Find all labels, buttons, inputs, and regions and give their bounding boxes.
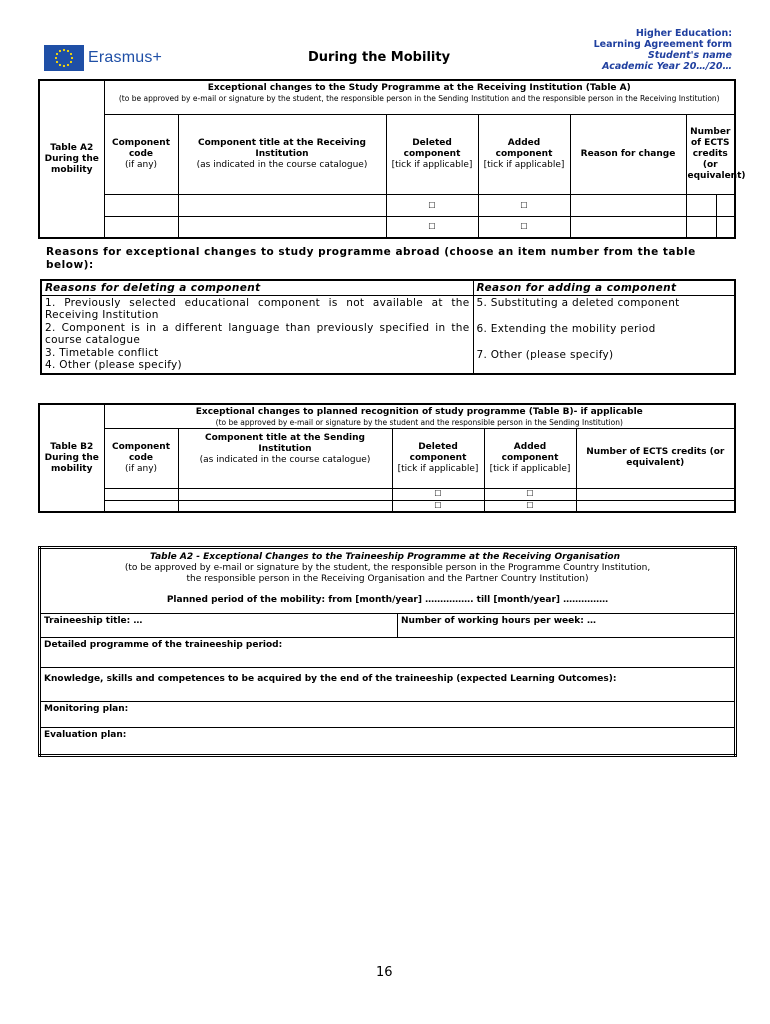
deleted-checkbox[interactable]: ☐ [386, 194, 478, 216]
table-a-col-deleted-sub: [tick if applicable] [391, 159, 473, 170]
delete-reason-4: 4. Other (please specify) [45, 359, 182, 371]
eu-flag-icon [44, 45, 84, 71]
delete-reason-2: 2. Component is in a different language than previously specified in the course catalogue [45, 321, 470, 346]
table-b-cell-title[interactable] [178, 500, 392, 512]
page-title: During the Mobility [308, 50, 451, 65]
table-b-cell-title[interactable] [178, 488, 392, 500]
evaluation-plan-field[interactable]: Evaluation plan: [40, 728, 736, 756]
table-a-col-added-sub: [tick if applicable] [483, 159, 565, 170]
table-a-cell-title[interactable] [178, 194, 386, 216]
table-a-cell-extra [716, 216, 735, 238]
header-line-4: Academic Year 20…/20… [602, 61, 732, 72]
deleted-checkbox[interactable]: ☐ [392, 500, 484, 512]
table-b [38, 403, 736, 513]
traineeship-subtitle-1: (to be approved by e-mail or signature by the student, the responsible person in the Programme Country Institution, [124, 563, 651, 573]
working-hours-field[interactable]: Number of working hours per week: … [398, 614, 736, 638]
erasmus-logo [44, 44, 176, 72]
logo-text: Erasmus+ [88, 49, 163, 66]
table-b-col-deleted-sub: [tick if applicable] [397, 463, 479, 474]
table-b-col-code-sub: (if any) [124, 463, 158, 474]
header-line-1: Higher Education: [635, 28, 732, 39]
traineeship-title: Table A2 - Exceptional Changes to the Traineeship Programme at the Receiving Organisation [150, 552, 621, 562]
table-b-col-code-title: Component code [111, 441, 170, 463]
table-a-cell-ects[interactable] [686, 194, 716, 216]
table-row [39, 216, 735, 238]
table-row [39, 194, 735, 216]
detailed-programme-field[interactable]: Detailed programme of the traineeship period: [40, 638, 736, 668]
delete-reasons-header: Reasons for deleting a component [41, 280, 473, 295]
table-b-heading [104, 404, 735, 428]
table-b-cell-ects[interactable] [576, 488, 735, 500]
monitoring-plan-field[interactable]: Monitoring plan: [40, 702, 736, 728]
table-b-cell-code[interactable] [104, 500, 178, 512]
header-line-2: Learning Agreement form [593, 39, 732, 50]
table-a-cell-extra [716, 194, 735, 216]
add-reason-7: 7. Other (please specify) [476, 348, 614, 361]
add-reasons-header: Reason for adding a component [473, 280, 735, 295]
header-line-3: Student's name [647, 50, 732, 61]
header-info [594, 28, 732, 72]
table-b-col-title-title: Component title at the Sending Institution [205, 432, 365, 454]
table-a [38, 79, 746, 239]
table-a-cell-code[interactable] [104, 216, 178, 238]
page-number: 16 [376, 965, 393, 980]
table-a-col-added [478, 114, 570, 194]
table-b-cell-ects[interactable] [576, 500, 735, 512]
table-b-col-added-sub: [tick if applicable] [489, 463, 571, 474]
table-a-col-title-sub: (as indicated in the course catalogue) [196, 159, 368, 170]
deleted-checkbox[interactable]: ☐ [386, 216, 478, 238]
delete-reasons-list [41, 295, 473, 374]
table-a-cell-ects[interactable] [686, 216, 716, 238]
add-reason-5: 5. Substituting a deleted component [476, 296, 680, 309]
table-a-cell-reason[interactable] [570, 194, 686, 216]
table-b-col-deleted-title: Deleted component [409, 441, 467, 463]
table-a-cell-title[interactable] [178, 216, 386, 238]
table-a-heading [104, 80, 735, 114]
table-a-col-code-sub: (if any) [124, 159, 158, 170]
table-b-col-code [104, 428, 178, 488]
table-a-col-code-title: Component code [111, 137, 170, 159]
table-a-col-code [104, 114, 178, 194]
table-b-col-added [484, 428, 576, 488]
table-a-col-title [178, 114, 386, 194]
table-b-subtitle: (to be approved by e-mail or signature by the student and the responsible person in the Sending Institution) [215, 418, 623, 427]
added-checkbox[interactable]: ☐ [484, 500, 576, 512]
deleted-checkbox[interactable]: ☐ [392, 488, 484, 500]
added-checkbox[interactable]: ☐ [478, 216, 570, 238]
table-a-col-added-title: Added component [495, 137, 553, 159]
planned-period: Planned period of the mobility: from [month/year] ……………. till [month/year] …………… [166, 595, 609, 605]
add-reasons-list [473, 295, 735, 374]
table-b-side-label: Table B2 During the mobility [39, 404, 104, 512]
traineeship-heading [40, 548, 736, 614]
table-a-subtitle: (to be approved by e-mail or signature by the student, the responsible person in the Sending Institution and the responsible person in the Receiving Institution) [118, 94, 720, 103]
table-b-col-added-title: Added component [501, 441, 559, 463]
added-checkbox[interactable]: ☐ [478, 194, 570, 216]
table-b-col-ects: Number of ECTS credits (or equivalent) [576, 428, 735, 488]
table-b-col-deleted [392, 428, 484, 488]
table-a-cell-reason[interactable] [570, 216, 686, 238]
table-a-side-label: Table A2 During the mobility [39, 80, 104, 238]
table-a-col-reason: Reason for change [570, 114, 686, 194]
table-b-cell-code[interactable] [104, 488, 178, 500]
table-b-col-title [178, 428, 392, 488]
table-row [39, 488, 735, 500]
table-b-col-title-sub: (as indicated in the course catalogue) [199, 454, 371, 465]
table-row [39, 500, 735, 512]
table-b-title: Exceptional changes to planned recognition of study programme (Table B)- if applicable [195, 407, 643, 417]
reasons-table [40, 279, 736, 375]
added-checkbox[interactable]: ☐ [484, 488, 576, 500]
traineeship-subtitle-2: the responsible person in the Receiving Organisation and the Partner Country Institution) [186, 574, 589, 584]
add-reason-6: 6. Extending the mobility period [476, 322, 656, 335]
reasons-title: Reasons for exceptional changes to study programme abroad (choose an item number from the table below): [46, 246, 696, 271]
table-a-col-title-title: Component title at the Receiving Institution [198, 137, 366, 159]
traineeship-table [38, 546, 737, 757]
table-a-cell-code[interactable] [104, 194, 178, 216]
table-a-col-deleted-title: Deleted component [403, 137, 461, 159]
knowledge-skills-field[interactable]: Knowledge, skills and competences to be acquired by the end of the traineeship (expected Learning Outcomes): [40, 668, 736, 702]
table-a-col-deleted [386, 114, 478, 194]
table-a-title: Exceptional changes to the Study Programme at the Receiving Institution (Table A) [207, 83, 631, 93]
delete-reason-1: 1. Previously selected educational component is not available at the Receiving Institution [45, 296, 470, 321]
delete-reason-3: 3. Timetable conflict [45, 346, 159, 359]
table-a-col-ects: Number of ECTS credits (or equivalent) [686, 114, 735, 194]
traineeship-title-field[interactable]: Traineeship title: … [40, 614, 398, 638]
